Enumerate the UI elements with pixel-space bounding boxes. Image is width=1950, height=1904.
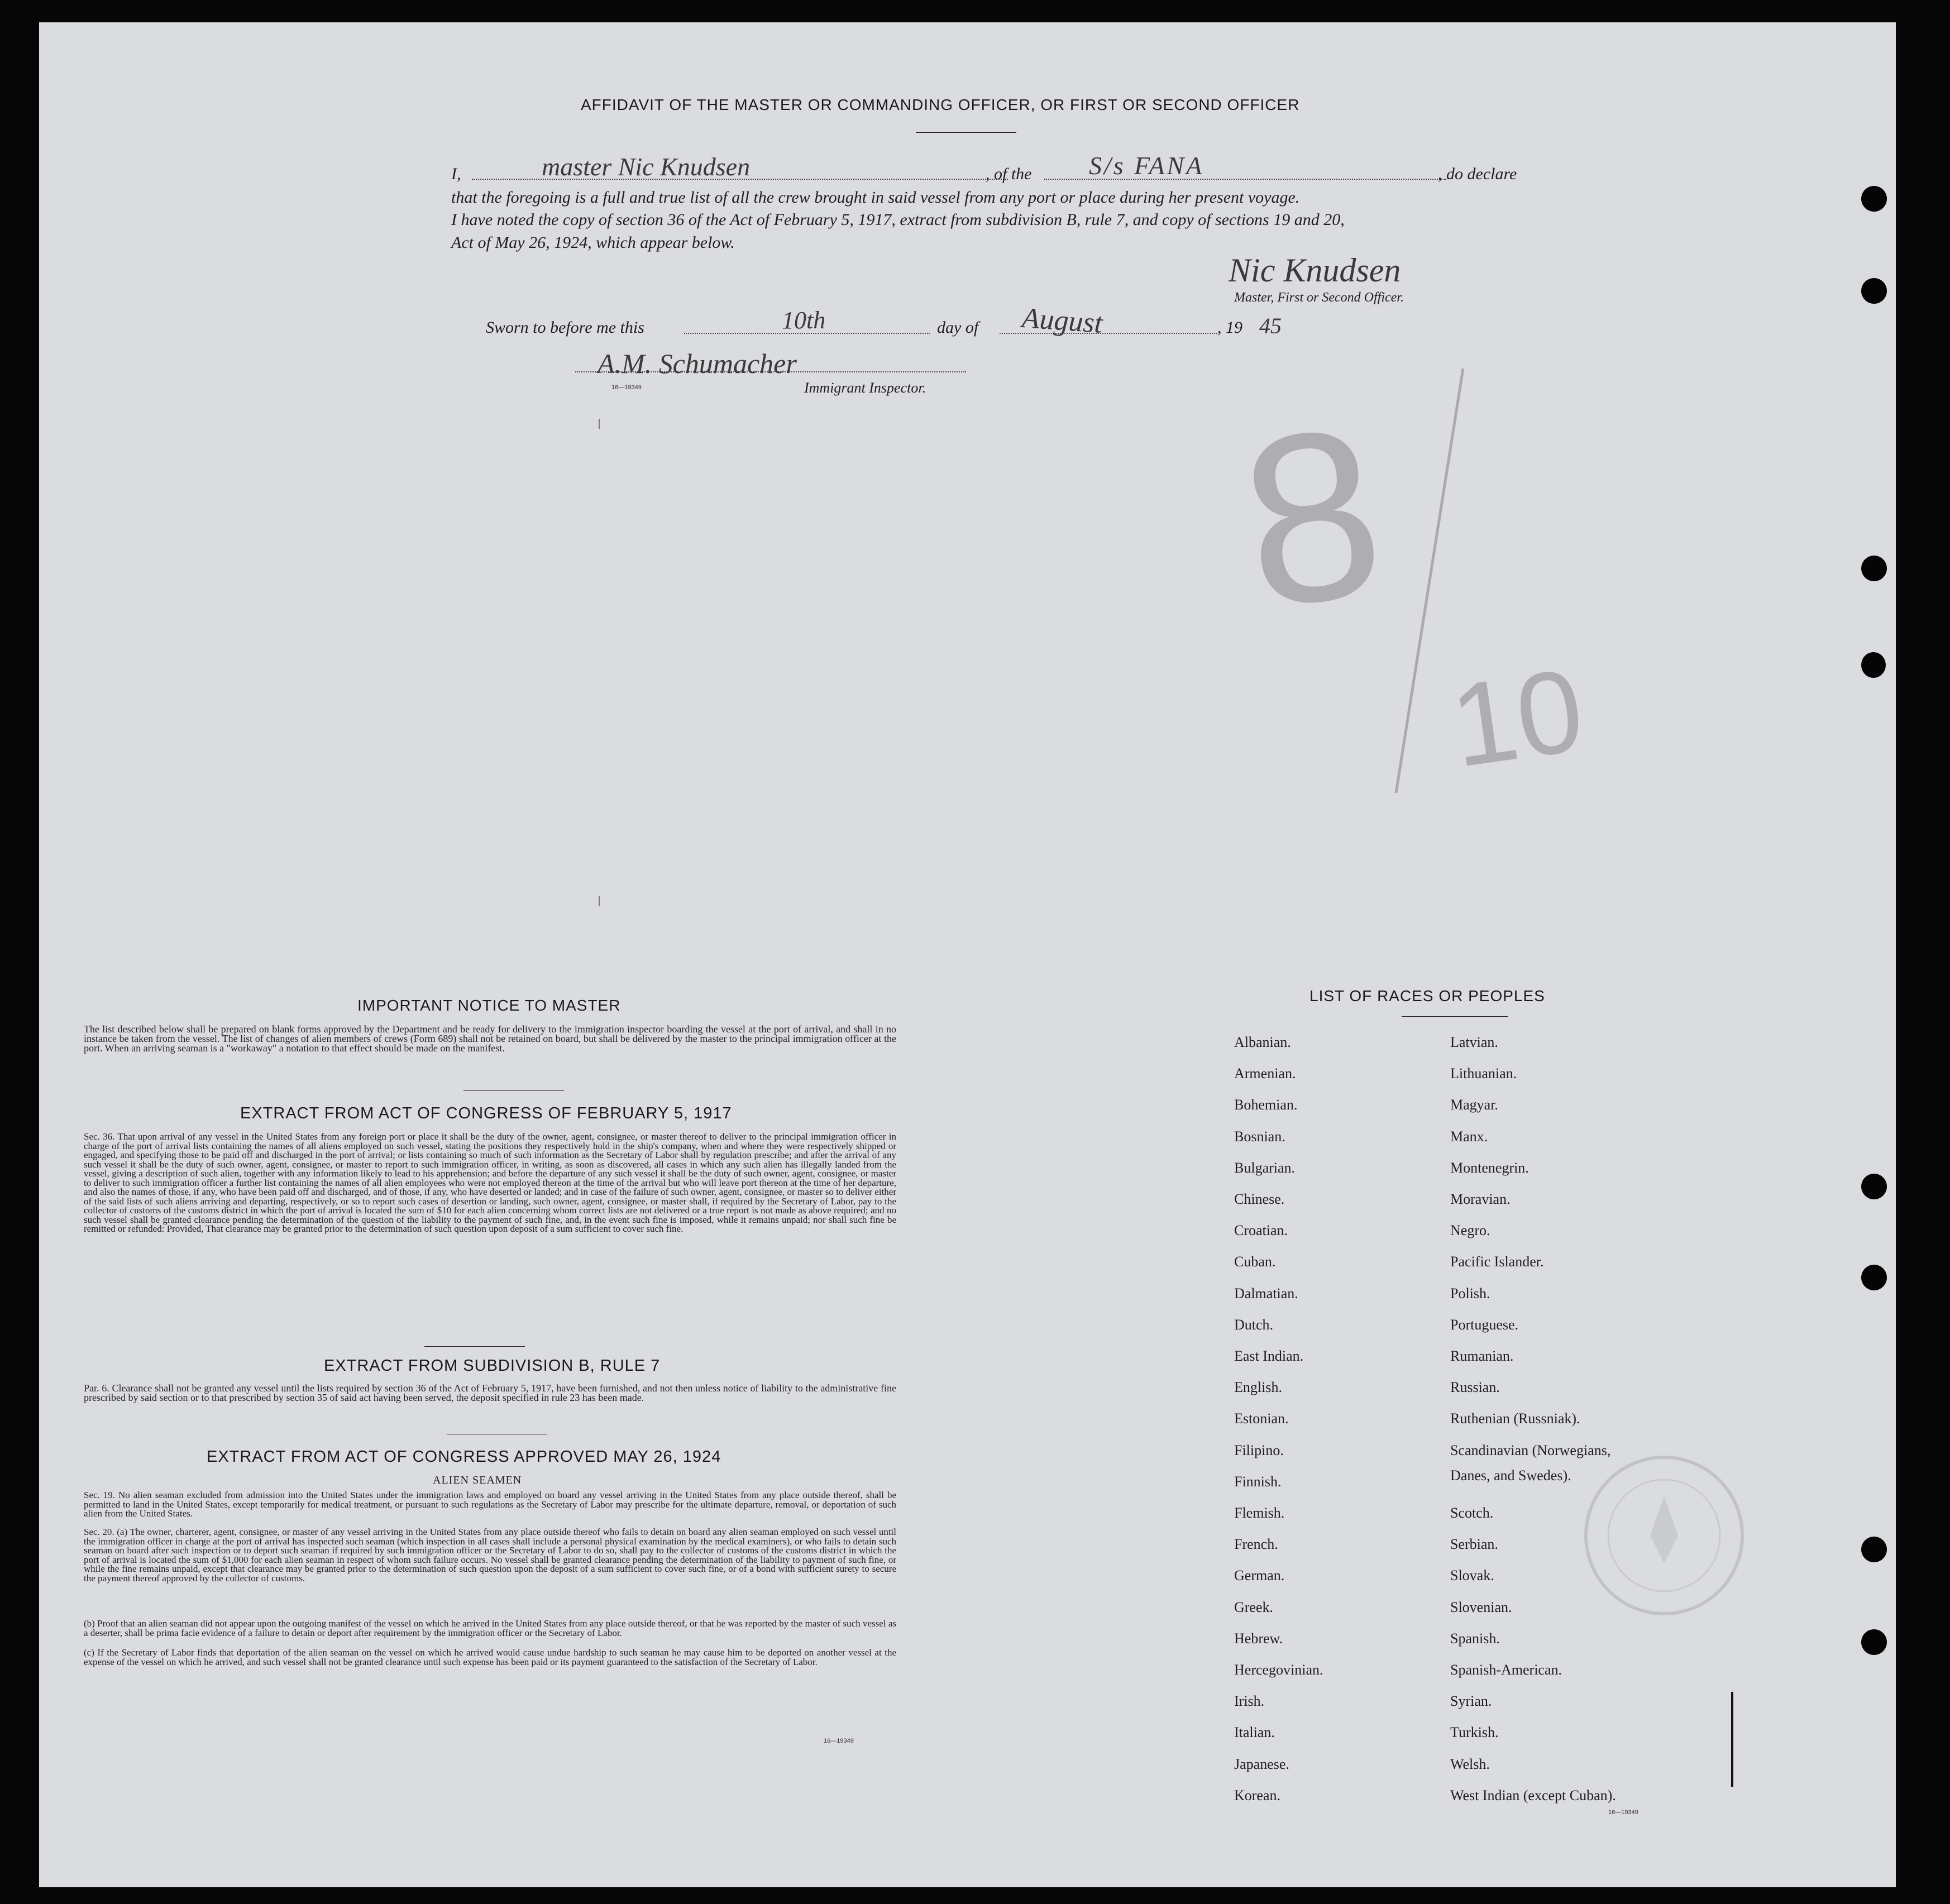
binder-hole: [1861, 1537, 1887, 1562]
race-item: Dutch.: [1234, 1316, 1274, 1333]
race-item: Scandinavian (Norwegians,: [1450, 1442, 1611, 1458]
vessel-name-handwritten: S/s FANA: [1089, 151, 1205, 180]
day-of-label: day of: [937, 318, 979, 337]
race-item: Slovenian.: [1450, 1599, 1512, 1615]
embossed-seal: [1580, 1452, 1748, 1619]
extract-1917-heading: EXTRACT FROM ACT OF CONGRESS OF FEBRUARY 5, 1917: [240, 1104, 732, 1122]
affidavit-heading: AFFIDAVIT OF THE MASTER OR COMMANDING OFFICER, OR FIRST OR SECOND OFFICER: [581, 96, 1300, 113]
binder-hole: [1861, 1629, 1887, 1655]
binder-hole: [1861, 1174, 1887, 1199]
race-item: German.: [1234, 1567, 1285, 1584]
race-item: Finnish.: [1234, 1473, 1282, 1490]
do-declare-label: , do declare: [1438, 165, 1517, 183]
affidavit-line-4: Act of May 26, 1924, which appear below.: [451, 233, 735, 252]
notice-heading: IMPORTANT NOTICE TO MASTER: [357, 997, 621, 1014]
race-item: Welsh.: [1450, 1755, 1490, 1772]
notice-divider: [463, 1090, 564, 1091]
race-item: Croatian.: [1234, 1222, 1288, 1239]
binder-hole: [1861, 278, 1887, 304]
race-item: Spanish-American.: [1450, 1662, 1562, 1678]
pencil-note-bottom: 10: [1443, 643, 1591, 792]
race-item: Hebrew.: [1234, 1630, 1283, 1647]
race-item: Korean.: [1234, 1787, 1281, 1803]
ink-mark: [1731, 1692, 1733, 1787]
race-item: East Indian.: [1234, 1348, 1304, 1364]
race-item: Italian.: [1234, 1724, 1275, 1741]
race-item: Cuban.: [1234, 1254, 1276, 1270]
race-item: Filipino.: [1234, 1442, 1284, 1458]
race-item: Scotch.: [1450, 1505, 1494, 1521]
races-divider: [1402, 1016, 1508, 1017]
extract-1917-body: Sec. 36. That upon arrival of any vessel in the United States from any foreign port or place it shall be the duty of the owner, agent, consignee, or master thereof to deliver to the principal immigration officer in charge of the port of arrival lists containing the names of all aliens employed on such vessel, stating the positions they respectively hold in the ship's company, when and where they were respectively shipped or engaged, and specifying those to be paid off and discharged in the port of arrival; or lists containing so much of such information as the Secretary of Labor shall by regulation prescribe; and after the arrival of any such vessel it shall be the duty of such owner, agent, consignee, or master to report to such immigration officer, in writing, as soon as discovered, all cases in which any such alien has illegally landed from the vessel, giving a description of such alien, together with any information likely to lead to his apprehension; and before the departure of any such vessel it shall be the duty of such owner, agent, consignee, or master to deliver to such immigration officer a further list containing the names of all alien employees who were not employed thereon at the time of the arrival but who will leave port thereon at the time of her departure, and also the names of those, if any, who have been paid off and discharged, and of those, if any, who have deserted or landed; and in case of the failure of such owner, agent, consignee, or master so to deliver either of the said lists of such aliens arriving and departing, respectively, or so to report such cases of desertion or landing, such owner, agent, consignee, or master shall, if required by the Secretary of Labor, pay to the collector of customs of the customs district in which the port of arrival is located the sum of $10 for each alien concerning whom correct lists are not delivered or a true report is not made as above required; and no such vessel shall be granted clearance pending the determination of the question of the liability to the payment of such fine, and, in the event such fine is imposed, while it remains unpaid; nor shall such fine be remitted or refunded: Provided, That clearance may be granted prior to the determination of such question upon deposit of a sum sufficient to cover such fine.: [84, 1131, 896, 1234]
affidavit-line-3: I have noted the copy of section 36 of the Act of February 5, 1917, extract from subdivision B, rule 7, and copy of sections 19 and 20,: [451, 211, 1345, 229]
race-item: Serbian.: [1450, 1536, 1498, 1553]
extract-1924-sec20c: (c) If the Secretary of Labor finds that deportation of the alien seaman on the vessel on which he arrived would cause undue hardship to such seaman he may cause him to be deported on another vessel at the expense of the vessel on which he arrived, and such vessel shall not be granted clearance until such expense has been paid or its payment guaranteed to the satisfaction of the Secretary of Labor.: [84, 1647, 896, 1667]
race-item: Estonian.: [1234, 1410, 1289, 1427]
extract-1924-sec20b: (b) Proof that an alien seaman did not appear upon the outgoing manifest of the vessel on which he arrived in the United States from any place outside thereof, or that he was reported by the master of such vessel as a deserter, shall be prima facie evidence of a failure to detain or deport after requirement by the immigration officer or the Secretary of Labor.: [84, 1618, 896, 1638]
race-item: Bohemian.: [1234, 1097, 1298, 1113]
race-item: Slovak.: [1450, 1567, 1494, 1584]
race-item: Albanian.: [1234, 1034, 1291, 1050]
race-item: Spanish.: [1450, 1630, 1500, 1647]
binder-hole: [1861, 652, 1886, 678]
heading-divider: [916, 132, 1016, 133]
inspector-caption: Immigrant Inspector.: [804, 380, 926, 396]
year-handwritten: 45: [1259, 313, 1282, 338]
race-item: Manx.: [1450, 1128, 1488, 1145]
race-item: Ruthenian (Russniak).: [1450, 1410, 1580, 1427]
affidavit-form-code: 16—19349: [611, 384, 642, 391]
affidavit-line-2: that the foregoing is a full and true list of all the crew brought in said vessel from any port or place during her present voyage.: [451, 188, 1300, 207]
notice-body: The list described below shall be prepared on blank forms approved by the Department and be ready for delivery to the immigration inspector boarding the vessel at the port of arrival, and shall in no instance be taken from the vessel. The list of changes of alien members of crews (Form 689) shall not be retained on board, but shall be delivered by the master to the principal immigration officer at the port. When an arriving seaman is a "workaway" a notation to that effect should be made on the manifest.: [84, 1023, 896, 1054]
affidavit-i-label: I,: [451, 165, 461, 183]
of-the-label: , of the: [986, 165, 1032, 183]
sworn-label: Sworn to before me this: [486, 318, 644, 337]
race-item: Bosnian.: [1234, 1128, 1285, 1145]
race-item: Montenegrin.: [1450, 1159, 1529, 1176]
race-item: West Indian (except Cuban).: [1450, 1787, 1616, 1803]
fold-mark: [599, 896, 600, 906]
rule7-body: Par. 6. Clearance shall not be granted any vessel until the lists required by section 36 of the Act of February 5, 1917, have been furnished, and not then unless notice of liability to the administrative fine prescribed by said section or to that prescribed by section 35 of said act having been served, the deposit specified in rule 23 has been made.: [84, 1382, 896, 1403]
sworn-day-handwritten: 10th: [782, 307, 826, 334]
race-item: Armenian.: [1234, 1065, 1296, 1082]
rule7-heading: EXTRACT FROM SUBDIVISION B, RULE 7: [324, 1357, 661, 1375]
extract-1924-sec19: Sec. 19. No alien seaman excluded from admission into the United States under the immigration laws and employed on board any vessel arriving in the United States from any place outside thereof, shall be permitted to land in the United States, except temporarily for medical treatment, or pursuant to such regulations as the Secretary of Labor may prescribe for the ultimate departure, removal, or deportation of such alien from the United States.: [84, 1490, 896, 1519]
race-item: Pacific Islander.: [1450, 1254, 1544, 1270]
race-item: French.: [1234, 1536, 1278, 1553]
races-heading: LIST OF RACES OR PEOPLES: [1309, 987, 1545, 1004]
inspector-signature: A.M. Schumacher: [598, 348, 797, 379]
binder-hole: [1861, 556, 1887, 581]
race-item: Magyar.: [1450, 1097, 1498, 1113]
races-form-code: 16—19349: [1608, 1809, 1638, 1816]
race-item: Turkish.: [1450, 1724, 1499, 1741]
race-item-scandinavian-continued: Danes, and Swedes).: [1450, 1467, 1571, 1484]
race-item: Russian.: [1450, 1379, 1500, 1396]
race-item: Lithuanian.: [1450, 1065, 1517, 1082]
fold-mark: [599, 419, 600, 429]
race-item: Japanese.: [1234, 1755, 1289, 1772]
race-item: Portuguese.: [1450, 1316, 1519, 1333]
race-item: Dalmatian.: [1234, 1285, 1298, 1302]
race-item: Rumanian.: [1450, 1348, 1514, 1364]
sworn-month-handwritten: August: [1021, 302, 1104, 339]
document-sheet: [39, 22, 1896, 1887]
alien-seamen-subheading: ALIEN SEAMEN: [433, 1474, 522, 1486]
extract-1924-sec20a: Sec. 20. (a) The owner, charterer, agent, consignee, or master of any vessel arriving in the United States from any place outside thereof who fails to detain on board any alien seaman employed on such vessel until the immigration officer in charge at the port of arrival has inspected such seaman (which inspection in all cases shall include a personal physical examination by the medical examiners), or who fails to detain such seaman on board after such inspection or to deport such seaman if required by such immigration officer or the Secretary of Labor to do so, shall pay to the collector of customs of the customs district in which the port of arrival is located the sum of $1,000 for each alien seaman in respect of whom such failure occurs. No vessel shall be granted clearance pending the determination of the liability to payment of such fine, or while the fine remains unpaid, except that clearance may be granted prior to the determination of such question upon the deposit of a sum sufficient to cover such fine, or of a bond with sufficient surety to secure the payment thereof approved by the collector of customs.: [84, 1527, 896, 1584]
extract-form-code: 16—19349: [824, 1738, 854, 1744]
race-item: Flemish.: [1234, 1505, 1285, 1521]
year-prefix: , 19: [1217, 318, 1242, 337]
master-name-handwritten: master Nic Knudsen: [542, 152, 751, 181]
race-item: Moravian.: [1450, 1191, 1511, 1207]
race-item: Chinese.: [1234, 1191, 1285, 1207]
extract-1917-divider: [424, 1346, 525, 1347]
signature-caption: Master, First or Second Officer.: [1234, 290, 1404, 305]
race-item: English.: [1234, 1379, 1282, 1396]
master-signature: Nic Knudsen: [1229, 252, 1401, 289]
race-item: Greek.: [1234, 1599, 1274, 1615]
race-item: Negro.: [1450, 1222, 1490, 1239]
pencil-note-top: 8: [1227, 375, 1397, 660]
race-item: Polish.: [1450, 1285, 1490, 1302]
race-item: Irish.: [1234, 1693, 1265, 1710]
race-item: Latvian.: [1450, 1034, 1498, 1050]
race-item: Bulgarian.: [1234, 1159, 1296, 1176]
extract-1924-heading: EXTRACT FROM ACT OF CONGRESS APPROVED MAY 26, 1924: [207, 1448, 721, 1466]
race-item: Syrian.: [1450, 1693, 1492, 1710]
binder-hole: [1861, 1265, 1887, 1290]
binder-hole: [1861, 186, 1887, 212]
race-item: Hercegovinian.: [1234, 1662, 1323, 1678]
